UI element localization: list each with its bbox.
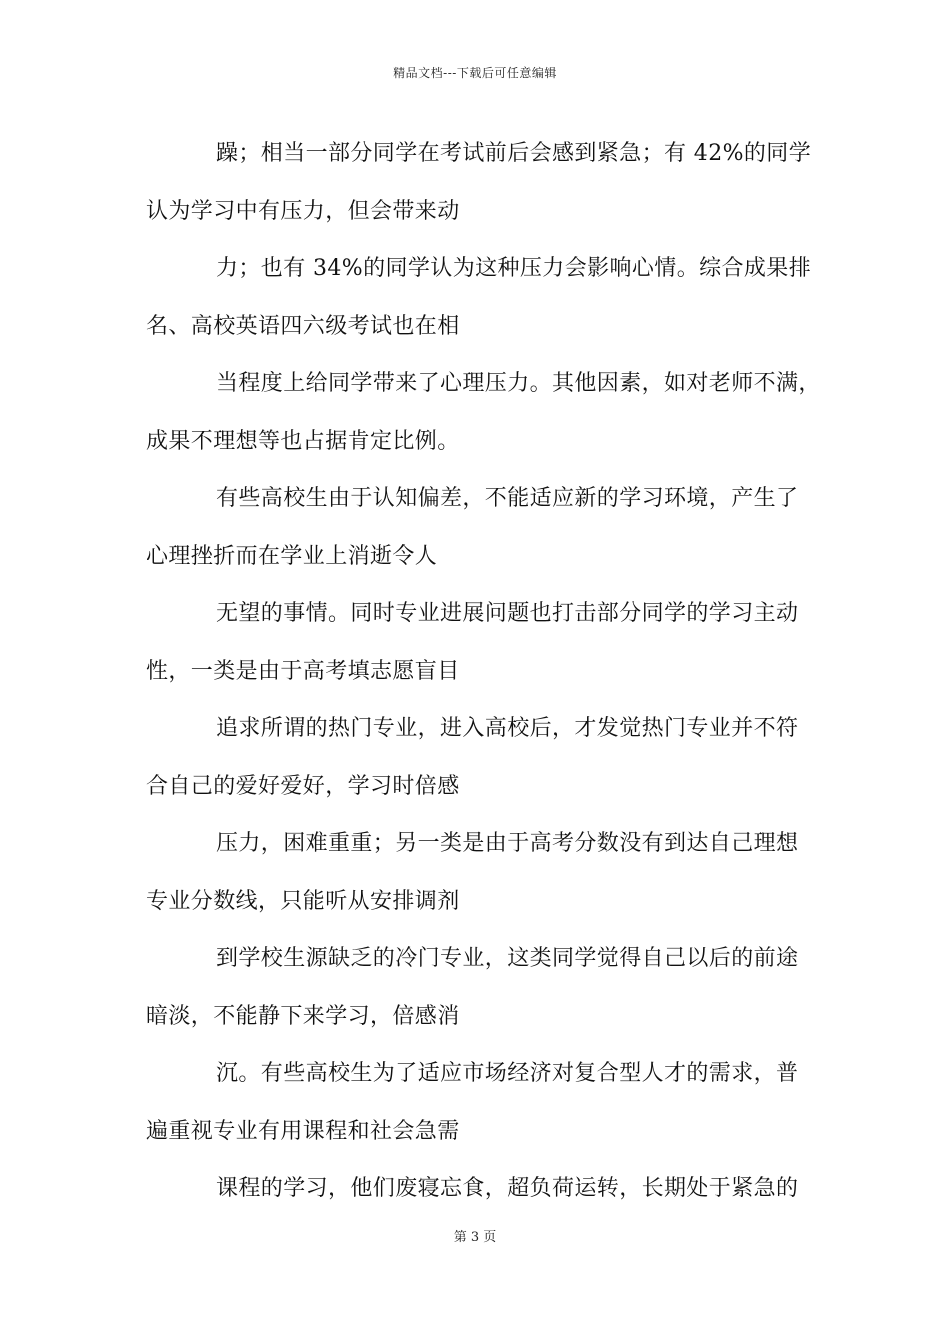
page-header: 精品文档---下载后可任意编辑 bbox=[393, 66, 557, 80]
body-line: 成果不理想等也占据肯定比例。 bbox=[146, 428, 460, 454]
body-line: 无望的事情。同时专业进展问题也打击部分同学的学习主动 bbox=[216, 601, 799, 626]
body-line: 沉。有些高校生为了适应市场经济对复合型人才的需求，普 bbox=[216, 1061, 799, 1086]
body-line: 认为学习中有压力，但会带来动 bbox=[146, 198, 460, 224]
body-line: 暗淡，不能静下来学习，倍感消 bbox=[146, 1003, 460, 1029]
body-line: 力；也有 34%的同学认为这种压力会影响心情。综合成果排 bbox=[216, 256, 812, 281]
body-line: 课程的学习，他们废寝忘食，超负荷运转，长期处于紧急的 bbox=[216, 1176, 799, 1201]
body-line: 合自己的爱好爱好，学习时倍感 bbox=[146, 773, 460, 799]
body-line: 躁；相当一部分同学在考试前后会感到紧急；有 42%的同学 bbox=[216, 141, 812, 166]
body-line: 追求所谓的热门专业，进入高校后，才发觉热门专业并不符 bbox=[216, 716, 799, 741]
body-line: 专业分数线，只能听从安排调剂 bbox=[146, 888, 460, 914]
body-line: 有些高校生由于认知偏差，不能适应新的学习环境，产生了 bbox=[216, 486, 799, 511]
body-line: 当程度上给同学带来了心理压力。其他因素，如对老师不满， bbox=[216, 371, 821, 396]
body-line: 到学校生源缺乏的冷门专业，这类同学觉得自己以后的前途 bbox=[216, 946, 799, 971]
body-line: 心理挫折而在学业上消逝令人 bbox=[146, 543, 438, 569]
page-number: 第 3 页 bbox=[453, 1230, 497, 1245]
body-text bbox=[146, 132, 826, 1225]
body-line: 名、高校英语四六级考试也在相 bbox=[146, 313, 460, 339]
body-line: 压力，困难重重；另一类是由于高考分数没有到达自己理想 bbox=[216, 831, 799, 856]
body-line: 遍重视专业有用课程和社会急需 bbox=[146, 1118, 460, 1144]
body-line: 性，一类是由于高考填志愿盲目 bbox=[146, 658, 460, 684]
